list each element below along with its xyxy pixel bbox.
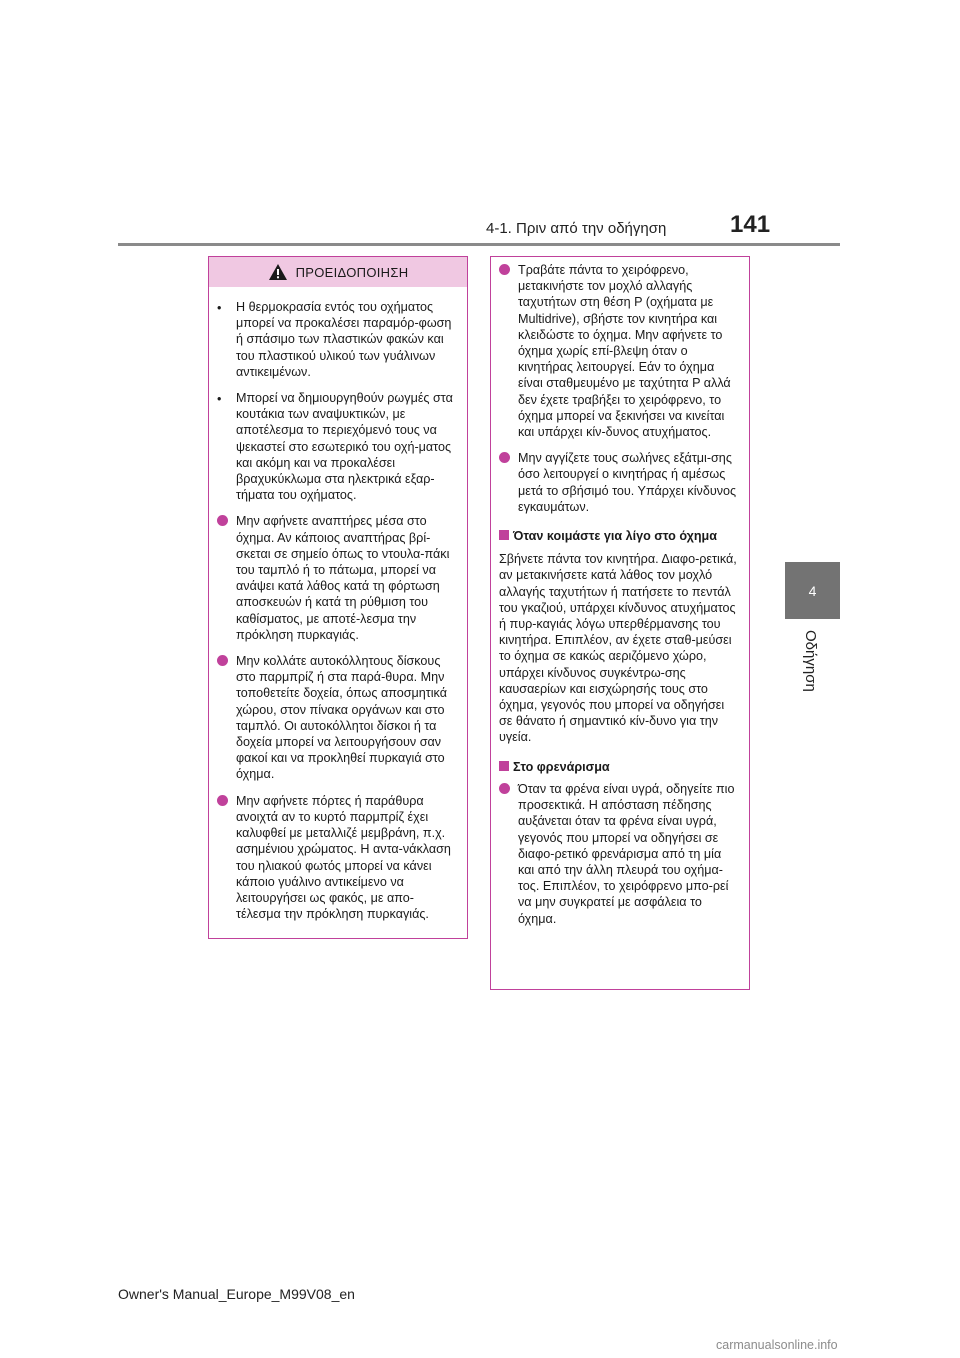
list-item [499,450,737,515]
circle-bullet-icon [499,264,510,275]
warning-box [208,256,468,939]
circle-bullet-icon [217,515,228,526]
bullet-marker: • [217,392,222,407]
list-item-text: Η θερμοκρασία εντός του οχήματος μπορεί να προκαλέσει παραμόρ-φωση ή σπάσιμο των πλαστικών φακών και του πλαστικού υλικού των γυάλινων αντικειμένων. [236,300,452,379]
circle-bullet-icon [217,655,228,666]
list-item [499,781,737,927]
chapter-number: 4 [808,582,817,599]
circle-bullet-icon [499,783,510,794]
list-item [217,390,457,503]
list-item-text: Μην αφήνετε πόρτες ή παράθυρα ανοιχτά αν το κυρτό παρμπρίζ έχει καλυφθεί με μεταλλιζέ μεμβράνη, π.χ. ασημένιου χρώματος. Η αντα-νάκλαση του ηλιακού φωτός μπορεί να κάνει κάποιο γυάλινο αντικείμενο να λειτουργήσει ως φακός, με απο-τέλεσμα την πρόκληση πυρκαγιάς. [236,793,451,922]
continuation-box [490,256,750,990]
chapter-name: Οδήγηση [802,630,819,692]
subheading [499,759,737,775]
list-item-text: Μην κολλάτε αυτοκόλλητους δίσκους στο παρμπρίζ ή στα παρά-θυρα. Μην τοποθετείτε δοχεία, όπως αποσμητικά χώρου, στον πίνακα οργάνων και στο ταμπλό. Οι αυτοκόλλητοι δίσκοι ή τα δοχεία μπορεί να λειτουργήσουν σαν φακοί και να προκληθεί πυρκαγιά στο όχημα. [236,654,447,782]
list-item-text: Μην αφήνετε αναπτήρες μέσα στο όχημα. Αν κάποιος αναπτήρας βρί-σκεται σε σημείο όπως το ντουλα-πάκι του ταμπλό ή το πάτωμα, μπορεί να ανάψει κατά λάθος κατά τη φόρτωση αποσκευών ή κατά τη ρύθμιση του καθίσματος, με αποτέ-λεσμα την πρόκληση πυρκαγιάς. [236,514,450,642]
paragraph: Σβήνετε πάντα τον κινητήρα. Διαφο-ρετικά, αν μετακινήσετε κατά λάθος τον μοχλό αλλαγής ταχυτήτων ή πατήσετε το πεντάλ του γκαζιού, υπάρχει κίνδυνος ατυχήματος ή πυρ-καγιάς λόγω υπερθέρμανσης του κινητήρα. Επιπλέον, αν έχετε σταθ-μεύσει το όχημα σε κακώς αεριζόμενο χώρο, υπάρχει κίνδυνος συγκέντρω-σης καυσαερίων και εισχώρησής τους στο όχημα, γεγονός που μπορεί να οδηγήσει σε θάνατο ή σημαντικό κίν-δυνο για την υγεία. [499,552,737,745]
bullet-marker: • [217,301,222,315]
page-number: 141 [730,211,771,238]
circle-bullet-icon [217,795,228,806]
subheading-text: Στο φρενάρισμα [513,759,610,774]
header-rule [118,243,840,246]
subheading [499,528,737,544]
watermark: carmanualsonline.info [716,1338,838,1352]
list-item-text: Τραβάτε πάντα το χειρόφρενο, μετακινήστε τον μοχλό αλλαγής ταχυτήτων στη θέση P (οχήματα με Multidrive), σβήστε τον κινητήρα και κλειδώστε το όχημα. Μην αφήνετε το όχημα χωρίς επί-βλεψη όταν ο κινητήρας λειτουργεί. Εάν το όχημα είναι σταθμευμένο με ταχύτητα P αλλά δεν έχετε τραβήξει το χειρόφρενο, το όχημα μπορεί να ξεκινήσει να κινείται και υπάρχει κίν-δυνος ατυχήματος. [518,263,731,440]
footer-manual-id: Owner's Manual_Europe_M99V08_en [118,1286,355,1302]
warning-header [209,257,467,287]
warning-body [209,299,467,922]
list-item-text: Μπορεί να δημιουργηθούν ρωγμές στα κουτάκια των αναψυκτικών, με αποτέλεσμα το περιεχόμενό τους να ψεκαστεί στο εσωτερικό του οχή-ματος και ακόμη και να προκαλέσει βραχυκύκλωμα στα ηλεκτρικά εξαρ-τήματα του οχήματος. [236,391,453,503]
warning-title: ΠΡΟΕΙΔΟΠΟΙΗΣΗ [295,264,409,280]
circle-bullet-icon [499,452,510,463]
section-title: 4-1. Πριν από την οδήγηση [486,220,667,237]
square-bullet-icon [499,530,509,540]
subheading-text: Όταν κοιμάστε για λίγο στο όχημα [513,529,718,544]
list-item [217,653,457,783]
list-item-text: Όταν τα φρένα είναι υγρά, οδηγείτε πιο προσεκτικά. Η απόσταση πέδησης αυξάνεται όταν τα φρένα είναι υγρά, γεγονός που μπορεί να οδηγήσει σε διαφο-ρετικό φρενάρισμα από τη μία και από την άλλη πλευρά του οχήμα-τος. Επιπλέον, το χειρόφρενο μπο-ρεί να μην συγκρατεί με ασφάλεια το όχημα. [518,781,735,926]
list-item [217,299,457,380]
chapter-tab [785,562,840,619]
list-item [217,793,457,923]
page-header [0,0,960,250]
list-item-text: Μην αγγίζετε τους σωλήνες εξάτμι-σης όσο λειτουργεί ο κινητήρας ή αμέσως μετά το σβήσιμό του. Υπάρχει κίνδυνος εγκαυμάτων. [518,451,737,514]
list-item [217,513,457,643]
square-bullet-icon [499,761,509,771]
warning-triangle-icon [268,263,288,281]
list-item [499,262,737,440]
